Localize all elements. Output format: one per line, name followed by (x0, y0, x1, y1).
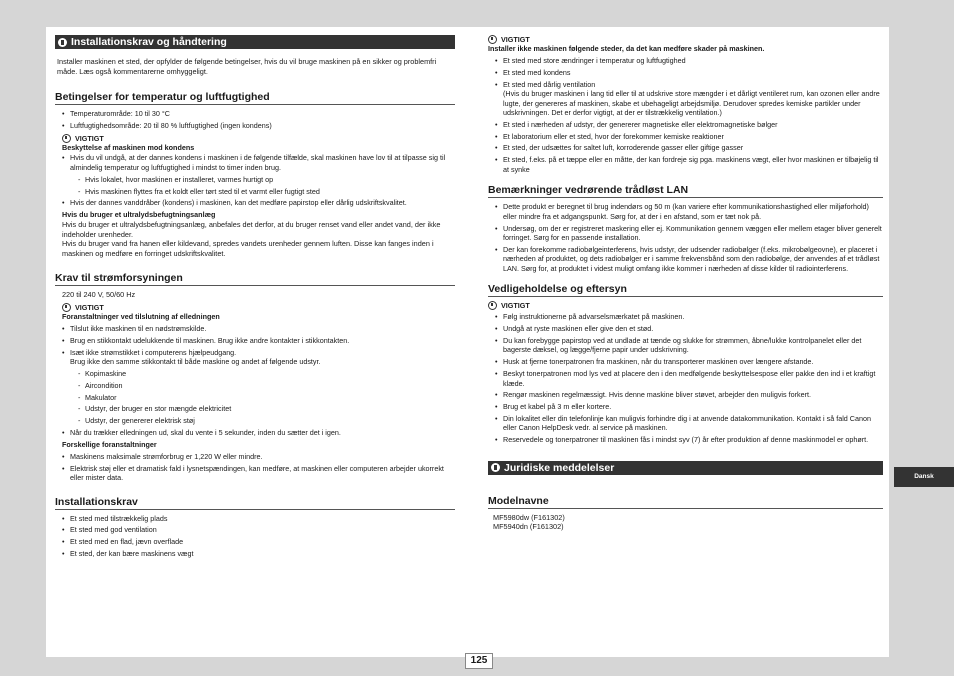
ultrasonic-text-1: Hvis du bruger et ultralydsbefugtningsanlæg, anbefales det derfor, at du bruger renset vand eller andet vand, der ikke indeholder urenheder. (62, 220, 441, 239)
info-icon (491, 463, 500, 472)
list-item: • Et sted med en flad, jævn overflade (55, 537, 455, 547)
important-label: VIGTIGT (488, 301, 883, 310)
avoid-subheading: Installer ikke maskinen følgende steder, da det kan medføre skader på maskinen. (488, 44, 765, 53)
list-item: • Reservedele og tonerpatroner til maskinen fås i mindst syv (7) år efter produktion af denne maskinmodel er ophørt. (488, 435, 883, 445)
ultrasonic-text-2: Hvis du bruger vand fra hanen eller kildevand, spredes vandets urenheder gennem luften. Disse kan fanges inden i maskinen og medføre en forringet udskriftskvalitet. (62, 239, 434, 258)
model-name: MF5980dw (F161302) (493, 512, 565, 522)
temp-heading: Betingelser for temperatur og luftfugtighed (55, 91, 455, 105)
list-item: • Der kan forekomme radiobølgeinterferens, hvis udstyr, der udsender radiobølger (f.eks. mikrobølgeovne), er placeret i nærheden af produktet, og dets radiobølger er i samme frekvensbånd som den radiobølge, der anvendes af et trådløst LAN. Sørg for, at produktet i videst muligt omfang ikke kommer i nærheden af disse kilder til radiointerferens. (488, 245, 883, 274)
list-item: • Følg instruktionerne på advarselsmærkatet på maskinen. (488, 312, 883, 322)
list-item: • Elektrisk støj eller et dramatisk fald i lysnetspændingen, kan medføre, at maskinen eller computeren arbejder ukorrekt eller mister data. (55, 464, 455, 483)
power-heading: Krav til strømforsyningen (55, 272, 455, 286)
list-item: • Et sted med god ventilation (55, 525, 455, 535)
important-icon (62, 134, 71, 143)
list-item: • Et sted med kondens (488, 68, 883, 78)
list-item: • Når du trækker elledningen ud, skal du vente i 5 sekunder, inden du sætter det i igen. (55, 428, 455, 438)
important-icon (488, 35, 497, 44)
power-list (55, 324, 455, 437)
language-tab[interactable]: Dansk (894, 467, 954, 487)
manual-page (46, 27, 889, 648)
list-item: • Et sted i nærheden af udstyr, der genererer magnetiske eller elektromagnetiske bølger (488, 120, 883, 130)
list-item: • Et sted, der kan bære maskinens vægt (55, 549, 455, 559)
list-item: • Rengør maskinen regelmæssigt. Hvis denne maskine bliver støvet, arbejder den muligvis forkert. (488, 390, 883, 400)
list-subitem: - Hvis maskinen flyttes fra et koldt eller tørt sted til et varmt eller fugtigt sted (55, 187, 455, 197)
important-icon (488, 301, 497, 310)
important-label: VIGTIGT (62, 134, 455, 143)
important-label: VIGTIGT (488, 35, 883, 44)
list-item: • Tilslut ikke maskinen til en nødstrømskilde. (55, 324, 455, 334)
legal-section-header: Juridiske meddelelser (488, 461, 883, 475)
list-item: • Undersøg, om der er registreret maskering eller ej. Kommunikation gennem væggen eller mellem etager bliver generelt forringet. Sørg for en passende installation. (488, 224, 883, 243)
list-item: • Din lokalitet eller din telefonlinje kan muligvis forhindre dig i at anvende datakommunikation. Kontakt i så fald Canon eller Canon HelpDesk vedr. al service på maskinen. (488, 414, 883, 433)
list-item: • Hvis der dannes vanddråber (kondens) i maskinen, kan det medføre papirstop eller dårlig udskriftskvalitet. (55, 198, 455, 208)
model-heading: Modelnavne (488, 495, 883, 509)
list-item: • Husk at fjerne tonerpatronen fra maskinen, når du transporterer maskinen over længere afstande. (488, 357, 883, 367)
install-section-header: Installationskrav og håndtering (55, 35, 455, 49)
list-item: • Et sted med dårlig ventilation (Hvis du bruger maskinen i lang tid eller til at udskrive store mængder i et dårligt ventileret rum, kan ozonen eller andre lugte, der genereres af maskinen, skabe et ubehageligt arbejdsmiljø. Derudover spredes kemiske partikler under udskrivningen. Det er derfor vigtigt, at der er tilstrækkelig ventilation.) (488, 80, 883, 118)
list-item: • Maskinens maksimale strømforbrug er 1,220 W eller mindre. (55, 452, 455, 462)
list-item: • Dette produkt er beregnet til brug indendørs og 50 m (kan variere efter kommunikationshastighed eller miljøforhold) eller mindre fra et adgangspunkt. Sørg for, at der i en afstand, som er tæt nok på. (488, 202, 883, 221)
list-item: • Isæt ikke strømstikket i computerens hjælpeudgang. Brug ikke den samme stikkontakt til både maskine og andet af følgende udstyr. (55, 348, 455, 367)
intro-text: Installer maskinen et sted, der opfylder de følgende betingelser, hvis du vil bruge maskinen på en sikker og problemfri måde. Læs også kommentarerne omhyggeligt. (57, 57, 437, 76)
list-item: • Temperaturområde: 10 til 30 °C (55, 109, 455, 119)
list-item: • Undgå at ryste maskinen eller give den et stød. (488, 324, 883, 334)
condensation-list (55, 153, 455, 207)
maintenance-heading: Vedligeholdelse og eftersyn (488, 283, 883, 297)
list-subitem: - Udstyr, der genererer elektrisk støj (55, 416, 455, 426)
important-label: VIGTIGT (62, 303, 455, 312)
precautions-subheading: Forskellige foranstaltninger (62, 439, 157, 449)
list-subitem: - Aircondition (55, 381, 455, 391)
page-number: 125 (465, 653, 493, 669)
info-icon (58, 38, 67, 47)
maintenance-list (488, 312, 883, 444)
important-icon (62, 303, 71, 312)
condensation-subheading: Beskyttelse af maskinen mod kondens (62, 143, 195, 153)
list-subitem: - Hvis lokalet, hvor maskinen er installeret, varmes hurtigt op (55, 175, 455, 185)
right-column (488, 35, 883, 532)
install-req-heading: Installationskrav (55, 496, 455, 510)
list-subitem: - Makulator (55, 393, 455, 403)
list-item: • Hvis du vil undgå, at der dannes kondens i maskinen i de følgende tilfælde, skal maskinen have lov til at tilpasse sig til almindelig temperatur og luftfugtighed i mindst to timer inden brug. (55, 153, 455, 172)
list-item: • Et laboratorium eller et sted, hvor der forekommer kemiske reaktioner (488, 132, 883, 142)
power-value: 220 til 240 V, 50/60 Hz (62, 289, 136, 299)
power-subheading: Foranstaltninger ved tilslutning af elledningen (62, 312, 220, 322)
wlan-list (488, 202, 883, 273)
list-item: • Brug et kabel på 3 m eller kortere. (488, 402, 883, 412)
install-req-list (55, 514, 455, 559)
avoid-list (488, 56, 883, 174)
list-item: • Beskyt tonerpatronen mod lys ved at placere den i den medfølgende beskyttelsespose eller pakke den ind i et kraftigt klæde. (488, 369, 883, 388)
temp-list (55, 109, 455, 130)
list-item: • Et sted med tilstrækkelig plads (55, 514, 455, 524)
list-subitem: - Udstyr, der bruger en stor mængde elektricitet (55, 404, 455, 414)
list-item: • Du kan forebygge papirstop ved at undlade at tænde og slukke for strømmen, åbne/lukke kontrolpanelet eller det bagerste dæksel, og lægge/fjerne papir under udskrivning. (488, 336, 883, 355)
list-item: • Luftfugtighedsområde: 20 til 80 % luftfugtighed (ingen kondens) (55, 121, 455, 131)
list-item: • Brug en stikkontakt udelukkende til maskinen. Brug ikke andre kontakter i stikkontakten. (55, 336, 455, 346)
list-subitem: - Kopimaskine (55, 369, 455, 379)
left-column (55, 35, 455, 561)
precautions-list (55, 452, 455, 483)
wlan-heading: Bemærkninger vedrørende trådløst LAN (488, 184, 883, 198)
model-name: MF5940dn (F161302) (493, 522, 564, 532)
list-item: • Et sted, f.eks. på et tæppe eller en måtte, der kan fordreje sig pga. maskinens vægt, eller hvor maskinen er tilbøjelig til at synke (488, 155, 883, 174)
ultrasonic-subheading: Hvis du bruger et ultralydsbefugtningsanlæg (62, 210, 216, 220)
list-item: • Et sted, der udsættes for saltet luft, korroderende gasser eller giftige gasser (488, 143, 883, 153)
list-item: • Et sted med store ændringer i temperatur og luftfugtighed (488, 56, 883, 66)
